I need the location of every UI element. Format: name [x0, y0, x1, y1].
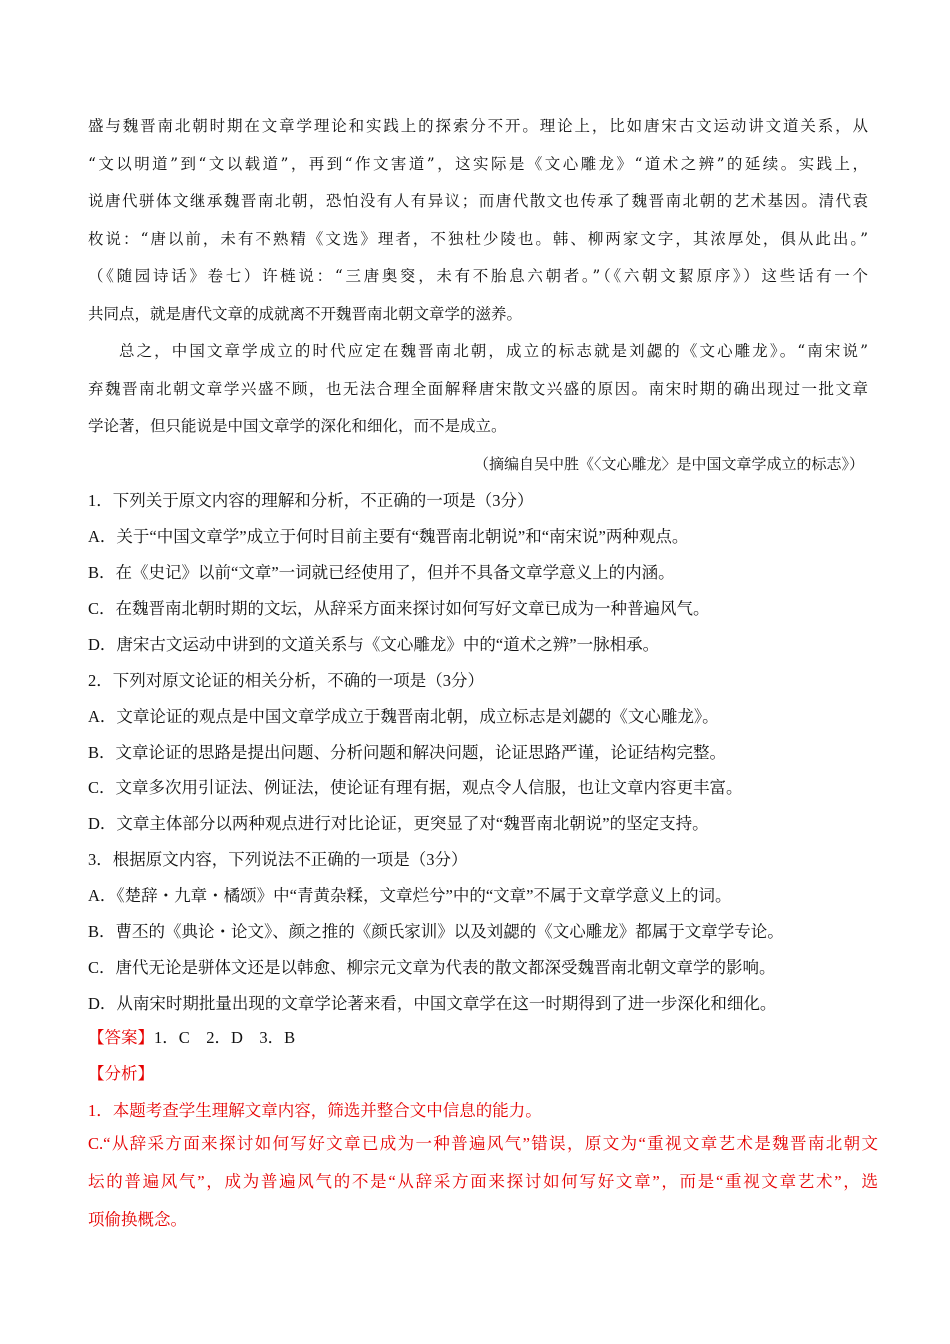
passage-line: 盛与魏晋南北朝时期在文章学理论和实践上的探索分不开。理论上，比如唐宋古文运动讲文道关系，从	[88, 117, 868, 135]
question-2-option-d: D．文章主体部分以两种观点进行对比论证，更突显了对“魏晋南北朝说”的坚定支持。	[88, 814, 709, 833]
analysis-label: 【分析】	[88, 1064, 154, 1083]
question-3-stem: 3．根据原文内容，下列说法不正确的一项是（3分）	[88, 850, 468, 869]
question-3-option-a: A．《楚辞・九章・橘颂》中“青黄杂糅，文章烂兮”中的“文章”不属于文章学意义上的词。	[88, 886, 732, 905]
question-2-option-c: C．文章多次用引证法、例证法，使论证有理有据，观点令人信服，也让文章内容更丰富。	[88, 778, 743, 797]
answer-text: 1．C 2．D 3．B	[154, 1028, 296, 1047]
passage-source: （摘编自吴中胜《〈文心雕龙〉是中国文章学成立的标志》）	[473, 455, 864, 473]
analysis-line: 项偷换概念。	[88, 1210, 187, 1229]
question-2-stem: 2．下列对原文论证的相关分析，不确的一项是（3分）	[88, 671, 484, 690]
question-1-option-d: D．唐宋古文运动中讲到的文道关系与《文心雕龙》中的“道术之辨”一脉相承。	[88, 635, 660, 654]
passage-line: “文以明道”到“文以载道”，再到“作文害道”，这实际是《文心雕龙》“道术之辨”的延续。实践上，	[88, 154, 868, 173]
passage-line: 总之，中国文章学成立的时代应定在魏晋南北朝，成立的标志就是刘勰的《文心雕龙》。“南宋说”	[119, 342, 868, 360]
question-3-option-b: B．曹丕的《典论・论文》、颜之推的《颜氏家训》以及刘勰的《文心雕龙》都属于文章学专论。	[88, 922, 784, 941]
answer-line	[88, 1024, 878, 1048]
analysis-point-1: 1．本题考查学生理解文章内容，筛选并整合文中信息的能力。	[88, 1101, 542, 1120]
answer-label: 【答案】	[88, 1028, 154, 1047]
passage-line: 枚说：“唐以前，未有不熟精《文选》理者，不独杜少陵也。韩、柳两家文字，其浓厚处，俱从此出。”	[88, 229, 868, 248]
analysis-line: 坛的普遍风气”，成为普遍风气的不是“从辞采方面来探讨如何写好文章”，而是“重视文章艺术”，选	[88, 1172, 878, 1191]
passage-line: 共同点，就是唐代文章的成就离不开魏晋南北朝文章学的滋养。	[88, 304, 523, 323]
question-1-stem: 1．下列关于原文内容的理解和分析，不正确的一项是（3分）	[88, 491, 534, 510]
question-1-option-c: C．在魏晋南北朝时期的文坛，从辞采方面来探讨如何写好文章已成为一种普遍风气。	[88, 599, 710, 618]
question-2-option-a: A．文章论证的观点是中国文章学成立于魏晋南北朝，成立标志是刘勰的《文心雕龙》。	[88, 707, 719, 726]
passage-line: 学论著，但只能说是中国文章学的深化和细化，而不是成立。	[88, 417, 507, 435]
passage-line: （《随园诗话》卷七）许梿说：“三唐奥窔，未有不胎息六朝者。”（《六朝文絜原序》）这些话有一个	[88, 267, 868, 285]
question-3-option-c: C．唐代无论是骈体文还是以韩愈、柳宗元文章为代表的散文都深受魏晋南北朝文章学的影响。	[88, 958, 776, 977]
question-1-option-a: A．关于“中国文章学”成立于何时目前主要有“魏晋南北朝说”和“南宋说”两种观点。	[88, 527, 689, 546]
analysis-line: C.“从辞采方面来探讨如何写好文章已成为一种普遍风气”错误，原文为“重视文章艺术是魏晋南北朝文	[88, 1134, 878, 1153]
question-3-option-d: D．从南宋时期批量出现的文章学论著来看，中国文章学在这一时期得到了进一步深化和细化。	[88, 994, 777, 1013]
analysis-explanation	[88, 1125, 878, 1239]
passage-line: 说唐代骈体文继承魏晋南北朝，恐怕没有人有异议；而唐代散文也传承了魏晋南北朝的艺术基因。清代袁	[88, 192, 868, 210]
question-1-option-b: B．在《史记》以前“文章”一词就已经使用了，但并不具备文章学意义上的内涵。	[88, 563, 675, 582]
question-2-option-b: B．文章论证的思路是提出问题、分析问题和解决问题，论证思路严谨，论证结构完整。	[88, 743, 727, 762]
passage-line: 弃魏晋南北朝文章学兴盛不顾，也无法合理全面解释唐宋散文兴盛的原因。南宋时期的确出现过一批文章	[88, 379, 868, 398]
passage-text	[88, 108, 868, 446]
